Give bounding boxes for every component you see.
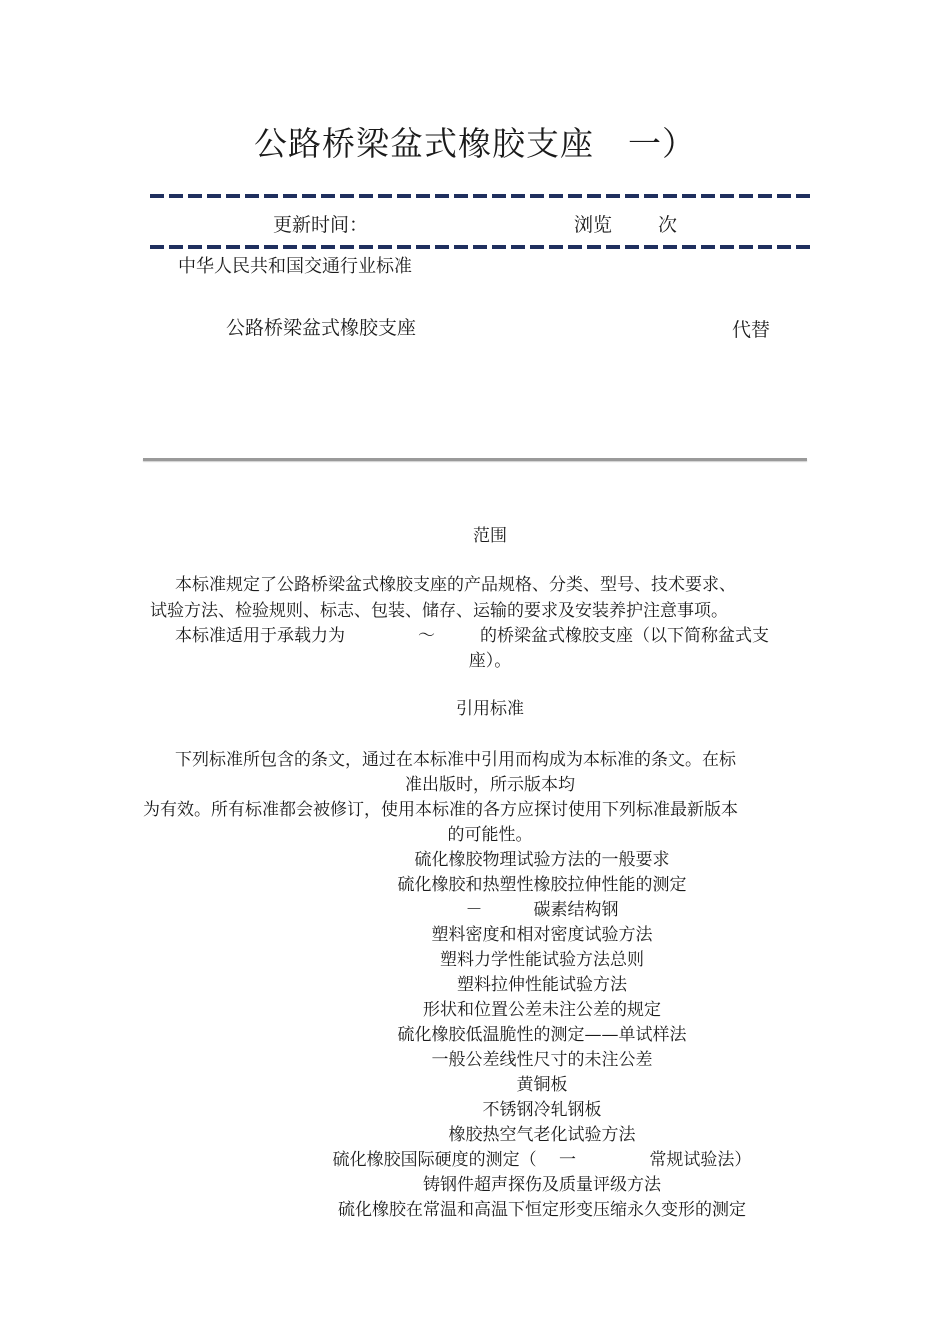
references-heading: 引用标准 (456, 699, 524, 719)
scope-paragraph-line: 本标准适用于承载力为 (175, 626, 345, 646)
reference-item: 硫化橡胶国际硬度的测定（ 一 常规试验法） (332, 1150, 752, 1170)
document-title: 公路桥梁盆式橡胶支座 一） (254, 124, 696, 163)
reference-item: 铸钢件超声探伤及质量评级方法 (423, 1175, 661, 1195)
reference-item: 塑料拉伸性能试验方法 (457, 975, 627, 995)
horizontal-rule (143, 458, 807, 461)
views-unit: 次 (658, 214, 678, 236)
scope-paragraph-line: 试验方法、检验规则、标志、包装、储存、运输的要求及安装养护注意事项。 (150, 601, 728, 621)
references-paragraph-line: 的可能性。 (447, 825, 533, 845)
reference-item: 硫化橡胶物理试验方法的一般要求 (414, 850, 670, 870)
reference-item: 硫化橡胶和热塑性橡胶拉伸性能的测定 (397, 875, 687, 895)
scope-heading: 范围 (473, 526, 507, 546)
reference-item: 橡胶热空气老化试验方法 (448, 1125, 636, 1145)
reference-item: 塑料力学性能试验方法总则 (440, 950, 644, 970)
replaces-label: 代替 (732, 319, 771, 341)
reference-item: 硫化橡胶在常温和高温下恒定形变压缩永久变形的测定 (338, 1200, 746, 1220)
scope-paragraph-line: 的桥梁盆式橡胶支座（以下简称盆式支 (480, 626, 769, 646)
dashed-divider-bottom (150, 245, 810, 249)
scope-range-tilde: ～ (418, 626, 435, 646)
references-paragraph-line: 准出版时，所示版本均 (405, 775, 575, 795)
scope-paragraph-line: 座）。 (468, 651, 512, 671)
references-paragraph-line: 下列标准所包含的条文，通过在本标准中引用而构成为本标准的条文。在标 (175, 750, 736, 770)
reference-item: 不锈钢冷轧钢板 (482, 1100, 602, 1120)
standard-title: 公路桥梁盆式橡胶支座 (226, 317, 417, 339)
reference-item: 形状和位置公差未注公差的规定 (423, 1000, 661, 1020)
update-time-label: 更新时间： (273, 214, 369, 236)
views-label: 浏览 (574, 214, 613, 236)
reference-item: 塑料密度和相对密度试验方法 (431, 925, 653, 945)
scope-paragraph-line: 本标准规定了公路桥梁盆式橡胶支座的产品规格、分类、型号、技术要求、 (175, 575, 736, 595)
references-paragraph-line: 为有效。所有标准都会被修订，使用本标准的各方应探讨使用下列标准最新版本 (143, 800, 738, 820)
reference-item: － 碳素结构钢 (465, 900, 619, 920)
reference-item: 一般公差线性尺寸的未注公差 (431, 1050, 653, 1070)
standard-organization: 中华人民共和国交通行业标准 (178, 256, 412, 277)
dashed-divider-top (150, 194, 810, 198)
reference-item: 黄铜板 (516, 1075, 568, 1095)
reference-item: 硫化橡胶低温脆性的测定——单试样法 (397, 1025, 687, 1045)
